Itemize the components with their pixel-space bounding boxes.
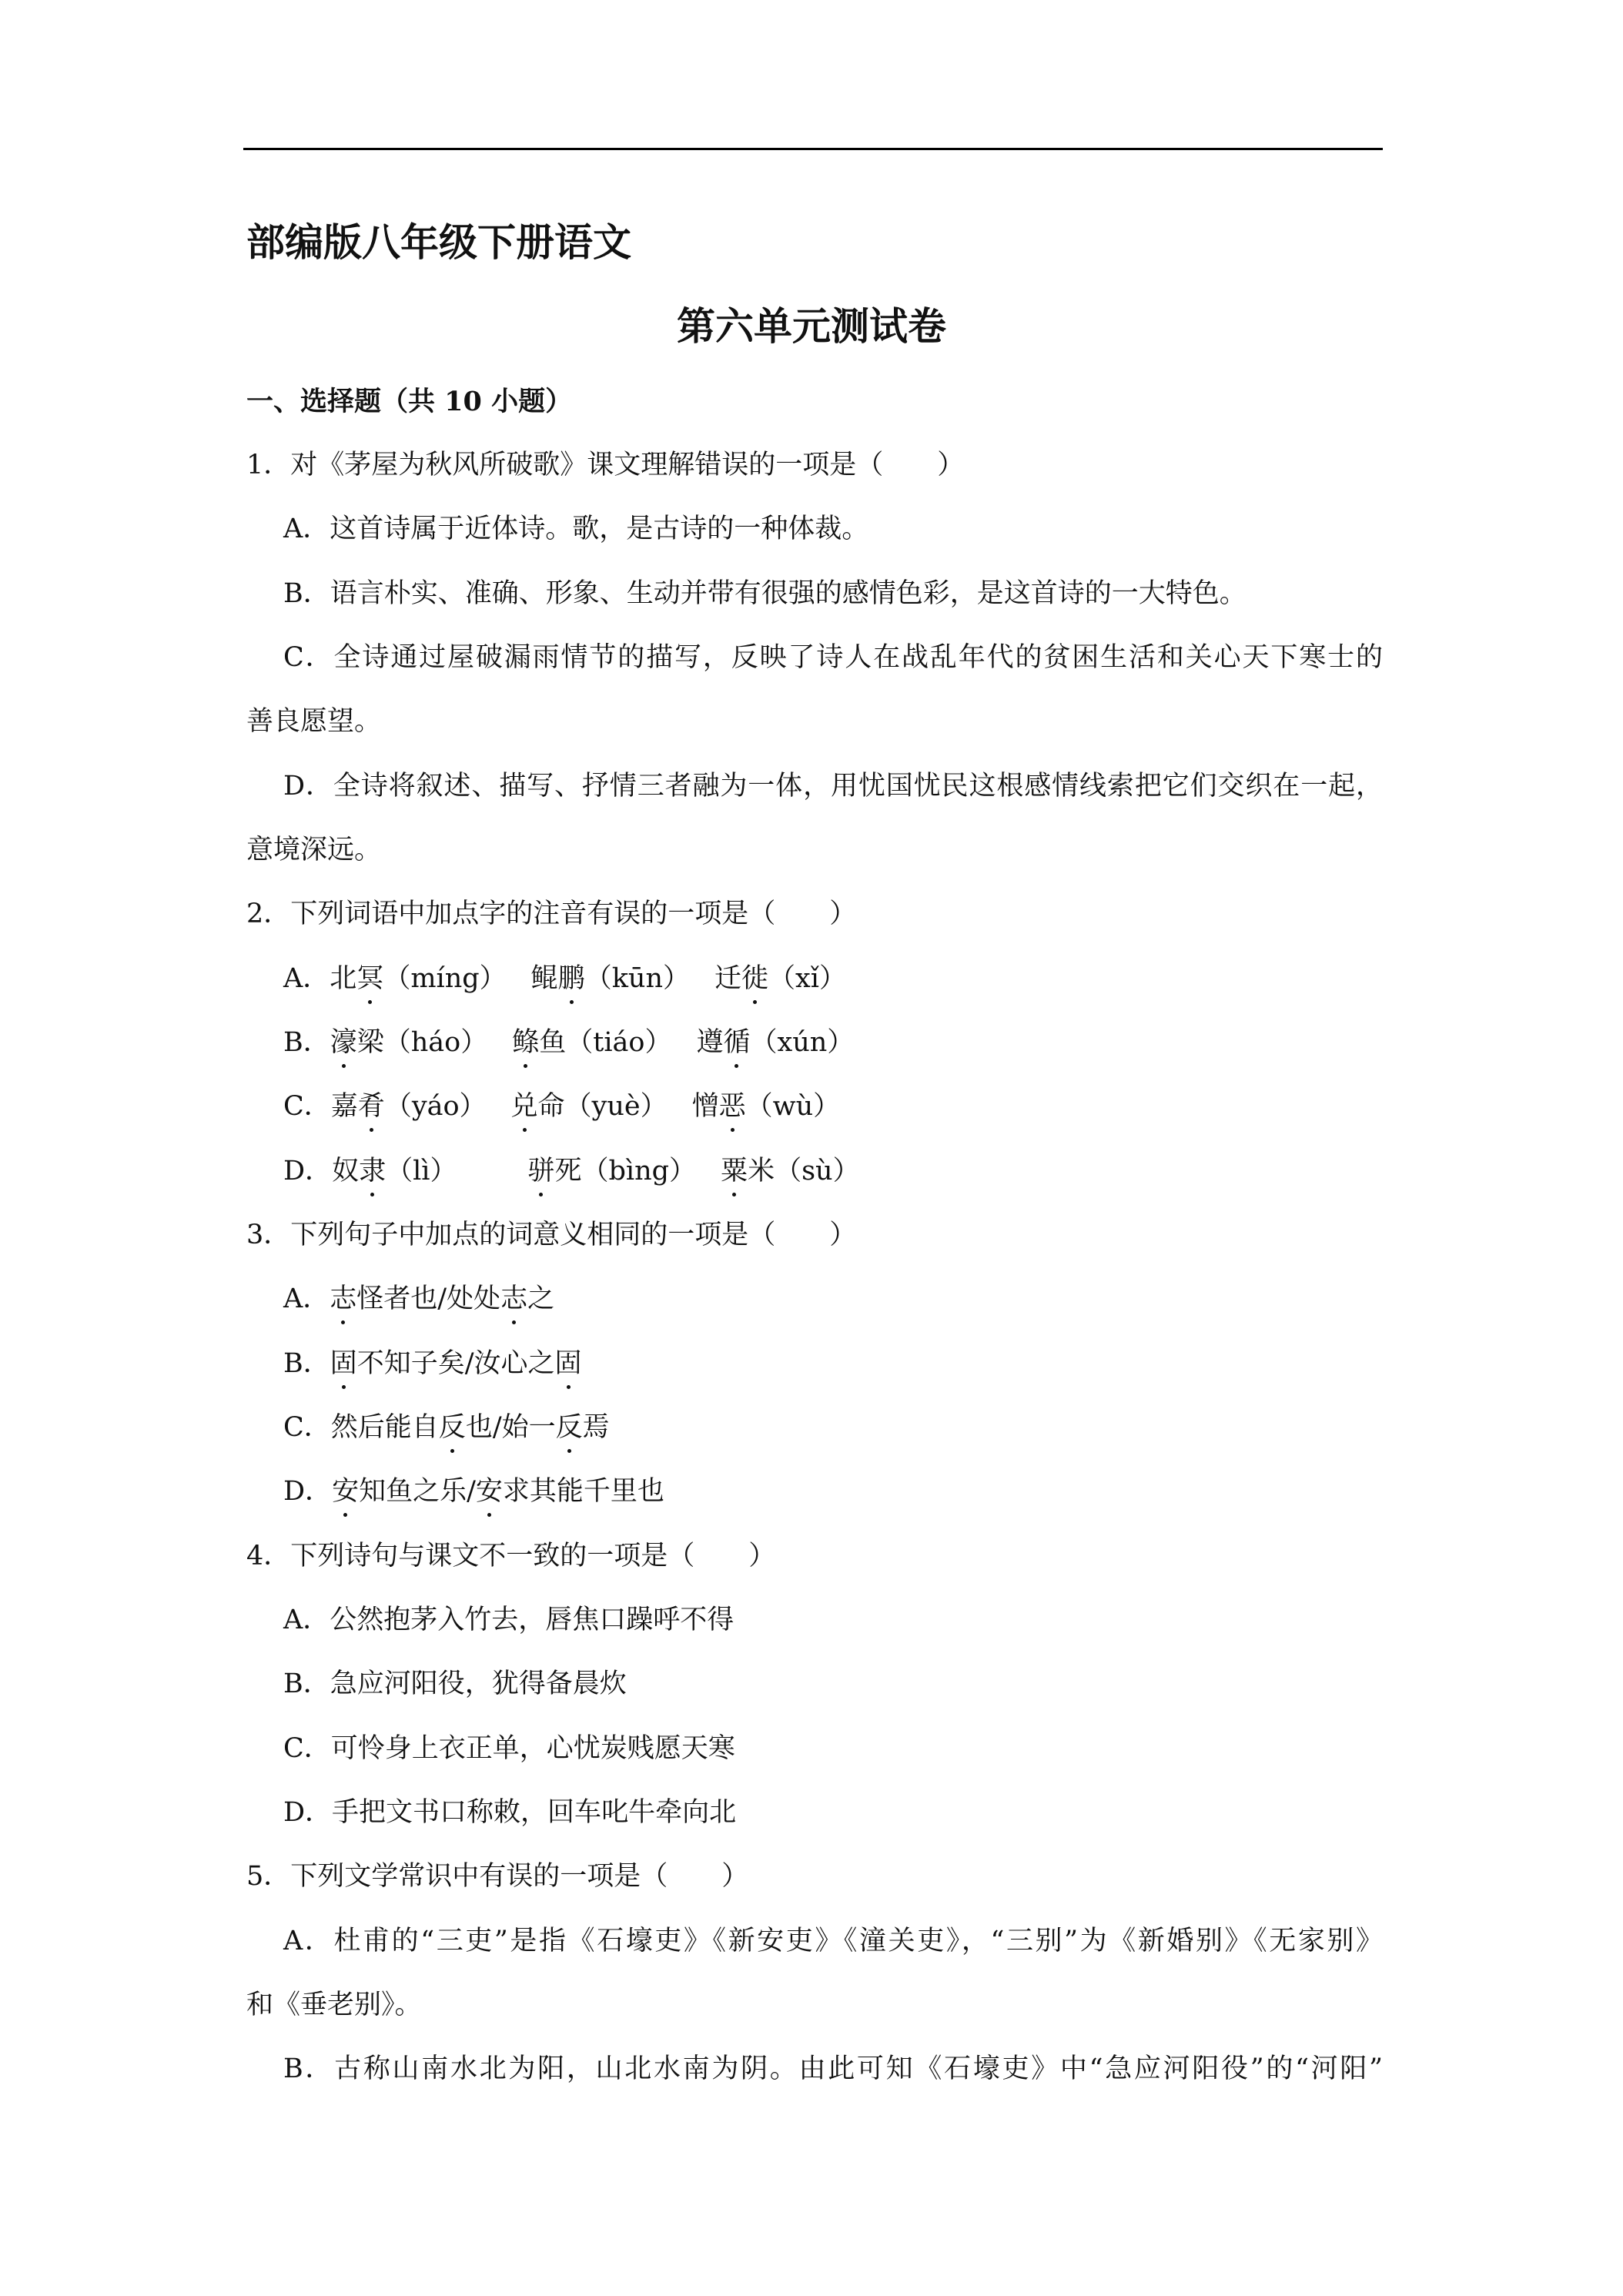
question-1-option-a: A．这首诗属于近体诗。歌，是古诗的一种体裁。 xyxy=(283,514,869,544)
dotted-char: 骈 xyxy=(527,1153,554,1190)
question-5-option-a-line2: 和《垂老别》。 xyxy=(246,1990,422,2020)
word-text: （kūn） xyxy=(584,963,690,994)
sentence-text: 然后能自 xyxy=(330,1412,439,1443)
option-label: C． xyxy=(283,1091,331,1122)
question-5-stem: 5．下列文学常识中有误的一项是（ ） xyxy=(246,1861,749,1892)
word-text: 鱼（tiáo） xyxy=(539,1027,672,1058)
option-label: A． xyxy=(283,963,330,994)
word-text: （yáo） xyxy=(384,1091,487,1122)
question-1-option-c-line2: 善良愿望。 xyxy=(246,706,382,737)
question-2-option-c xyxy=(283,1088,840,1125)
word-text: （míng） xyxy=(383,963,507,994)
question-2-option-a xyxy=(283,960,846,997)
option-label: B． xyxy=(283,1348,330,1379)
word-text: 遵 xyxy=(696,1027,724,1058)
section-heading: 一、选择题（共 10 小题） xyxy=(246,386,573,417)
question-3-option-a xyxy=(283,1280,554,1317)
word-text: （xǐ） xyxy=(768,963,846,994)
question-1-option-d-line2: 意境深远。 xyxy=(246,835,382,865)
dotted-char: 循 xyxy=(723,1024,750,1061)
option-label: C． xyxy=(283,1412,331,1443)
word-text: 鲲 xyxy=(530,963,558,994)
option-label: D． xyxy=(283,1156,333,1186)
sentence-text: 焉 xyxy=(582,1412,610,1443)
dotted-char: 鹏 xyxy=(558,960,585,997)
word-text: 命（yuè） xyxy=(537,1091,668,1122)
dotted-char: 濠 xyxy=(330,1024,357,1061)
word-text: 憎 xyxy=(691,1091,719,1122)
question-4-option-d: D．手把文书口称敕，回车叱牛牵向北 xyxy=(283,1797,737,1828)
dotted-char: 兑 xyxy=(511,1088,538,1125)
sentence-text: 知鱼之乐/ xyxy=(359,1476,476,1507)
dotted-char: 志 xyxy=(330,1280,356,1317)
option-label: D． xyxy=(283,1476,333,1507)
dotted-char: 恶 xyxy=(719,1088,746,1125)
dotted-char: 安 xyxy=(332,1473,359,1510)
sentence-text: 之 xyxy=(527,1284,555,1314)
word-text: （xún） xyxy=(750,1027,855,1058)
option-label: B． xyxy=(283,1027,330,1058)
question-1-stem: 1．对《茅屋为秋风所破歌》课文理解错误的一项是（ ） xyxy=(246,450,965,480)
question-2-option-d xyxy=(283,1153,860,1190)
dotted-char: 志 xyxy=(500,1280,527,1317)
question-2-option-b xyxy=(283,1024,854,1061)
question-3-option-b xyxy=(283,1345,582,1382)
question-2-stem: 2．下列词语中加点字的注音有误的一项是（ ） xyxy=(246,899,857,929)
question-1-option-d-line1: D．全诗将叙述、描写、抒情三者融为一体，用忧国忧民这根感情线索把它们交织在一起， xyxy=(283,771,1383,802)
question-5-option-a-line1: A．杜甫的“三吏”是指《石壕吏》《新安吏》《潼关吏》，“三别”为《新婚别》《无家别》 xyxy=(283,1926,1383,1956)
question-1-option-c-line1: C．全诗通过屋破漏雨情节的描写，反映了诗人在战乱年代的贫困生活和关心天下寒士的 xyxy=(283,642,1383,673)
question-4-option-a: A．公然抱茅入竹去，唇焦口躁呼不得 xyxy=(283,1605,735,1635)
option-label: A． xyxy=(283,1284,330,1314)
dotted-char: 固 xyxy=(330,1345,357,1382)
word-text: 北 xyxy=(330,963,357,994)
sentence-text: 求其能千里也 xyxy=(502,1476,664,1507)
dotted-char: 隶 xyxy=(359,1153,386,1190)
word-text: 死（bìng） xyxy=(554,1156,697,1186)
question-4-option-c: C．可怜身上衣正单，心忧炭贱愿天寒 xyxy=(283,1733,735,1764)
dotted-char: 鲦 xyxy=(512,1024,539,1061)
dotted-char: 安 xyxy=(476,1473,503,1510)
sentence-text: 不知子矣/汝心之 xyxy=(356,1348,555,1379)
document-subtitle: 第六单元测试卷 xyxy=(677,303,946,349)
sentence-text: 也/始一 xyxy=(465,1412,556,1443)
dotted-char: 固 xyxy=(555,1345,582,1382)
question-4-option-b: B．急应河阳役，犹得备晨炊 xyxy=(283,1668,627,1699)
word-text: （wù） xyxy=(745,1091,841,1122)
dotted-char: 反 xyxy=(439,1409,466,1446)
header-rule xyxy=(243,148,1383,150)
question-3-stem: 3．下列句子中加点的词意义相同的一项是（ ） xyxy=(246,1220,857,1250)
dotted-char: 徙 xyxy=(741,960,768,997)
dotted-char: 肴 xyxy=(358,1088,385,1125)
question-3-option-c xyxy=(283,1409,610,1446)
word-text: 米（sù） xyxy=(748,1156,860,1186)
document-title: 部编版八年级下册语文 xyxy=(246,219,631,265)
word-text: （lì） xyxy=(386,1156,457,1186)
word-text: 梁（háo） xyxy=(356,1027,488,1058)
question-4-stem: 4．下列诗句与课文不一致的一项是（ ） xyxy=(246,1541,776,1571)
word-text: 迁 xyxy=(714,963,741,994)
word-text: 奴 xyxy=(332,1156,360,1186)
question-5-option-b-line1: B．古称山南水北为阳，山北水南为阴。由此可知《石壕吏》中“急应河阳役”的“河阳” xyxy=(283,2053,1383,2084)
dotted-char: 反 xyxy=(556,1409,583,1446)
sentence-text: 怪者也/处处 xyxy=(356,1284,501,1314)
dotted-char: 冥 xyxy=(356,960,383,997)
question-3-option-d xyxy=(283,1473,664,1510)
dotted-char: 粟 xyxy=(721,1153,748,1190)
question-1-option-b: B．语言朴实、准确、形象、生动并带有很强的感情色彩，是这首诗的一大特色。 xyxy=(283,578,1247,609)
word-text: 嘉 xyxy=(330,1091,358,1122)
